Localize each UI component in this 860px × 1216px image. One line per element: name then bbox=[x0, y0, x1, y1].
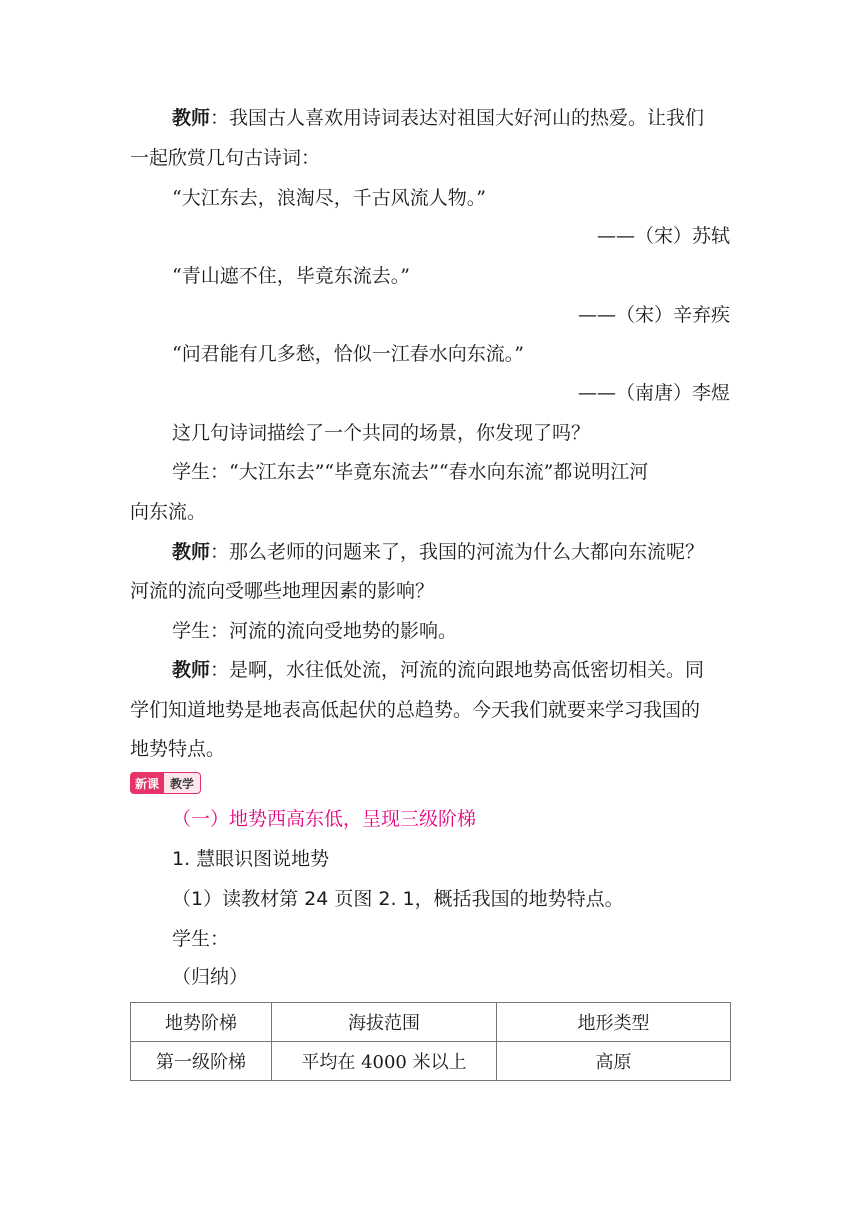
poem-author-1: ——（宋）苏轼 bbox=[596, 225, 730, 247]
teacher-paragraph-1: 教师：我国古人喜欢用诗词表达对祖国大好河山的热爱。让我们 bbox=[172, 107, 705, 129]
table-cell: 高原 bbox=[497, 1042, 731, 1081]
table-cell: 第一级阶梯 bbox=[131, 1042, 272, 1081]
student-paragraph-1-cont: 向东流。 bbox=[130, 501, 207, 523]
student-paragraph-2: 学生：河流的流向受地势的影响。 bbox=[172, 620, 458, 642]
table-header-cell: 地形类型 bbox=[497, 1003, 731, 1042]
item-1-heading: 1. 慧眼识图说地势 bbox=[172, 848, 330, 870]
teacher-paragraph-1-cont: 一起欣赏几句古诗词： bbox=[130, 147, 321, 169]
terrain-table bbox=[130, 1002, 731, 1081]
table-header-cell: 海拔范围 bbox=[272, 1003, 497, 1042]
badge-right-label: 教学 bbox=[164, 772, 201, 794]
badge-left-label: 新课 bbox=[130, 772, 164, 794]
poem-author-2: ——（宋）辛弃疾 bbox=[577, 304, 730, 326]
speaker-label: 教师 bbox=[172, 541, 211, 563]
poem-line-1: “大江东去，浪淘尽，千古风流人物。” bbox=[172, 187, 486, 209]
question-paragraph: 这几句诗词描绘了一个共同的场景，你发现了吗？ bbox=[172, 422, 591, 444]
poem-line-3: “问君能有几多愁，恰似一江春水向东流。” bbox=[172, 343, 524, 365]
teacher-paragraph-2-cont: 河流的流向受哪些地理因素的影响？ bbox=[130, 580, 435, 602]
teacher-paragraph-3-end: 地势特点。 bbox=[130, 738, 226, 760]
poem-author-3: ——（南唐）李煜 bbox=[577, 382, 730, 404]
teacher-paragraph-3-cont: 学们知道地势是地表高低起伏的总趋势。今天我们就要来学习我国的 bbox=[130, 699, 701, 721]
student-answer-label: 学生： bbox=[172, 928, 230, 950]
table-header-cell: 地势阶梯 bbox=[131, 1003, 272, 1042]
teacher-paragraph-3: 教师：是啊，水往低处流，河流的流向跟地势高低密切相关。同 bbox=[172, 659, 705, 681]
table-cell: 平均在 4000 米以上 bbox=[272, 1042, 497, 1081]
item-1-subtask: （1）读教材第 24 页图 2. 1，概括我国的地势特点。 bbox=[172, 888, 624, 910]
speaker-label: 教师 bbox=[172, 659, 211, 681]
summary-label: （归纳） bbox=[172, 966, 249, 988]
poem-line-2: “青山遮不住，毕竟东流去。” bbox=[172, 265, 410, 287]
speaker-label: 教师 bbox=[172, 107, 211, 129]
student-paragraph-1: 学生：“大江东去”“毕竟东流去”“春水向东流”都说明江河 bbox=[172, 461, 649, 483]
teacher-paragraph-2: 教师：那么老师的问题来了，我国的河流为什么大都向东流呢？ bbox=[172, 541, 705, 563]
new-lesson-badge bbox=[130, 772, 201, 794]
table-header-row bbox=[131, 1003, 731, 1042]
table-row bbox=[131, 1042, 731, 1081]
section-title: （一）地势西高东低，呈现三级阶梯 bbox=[172, 808, 477, 830]
